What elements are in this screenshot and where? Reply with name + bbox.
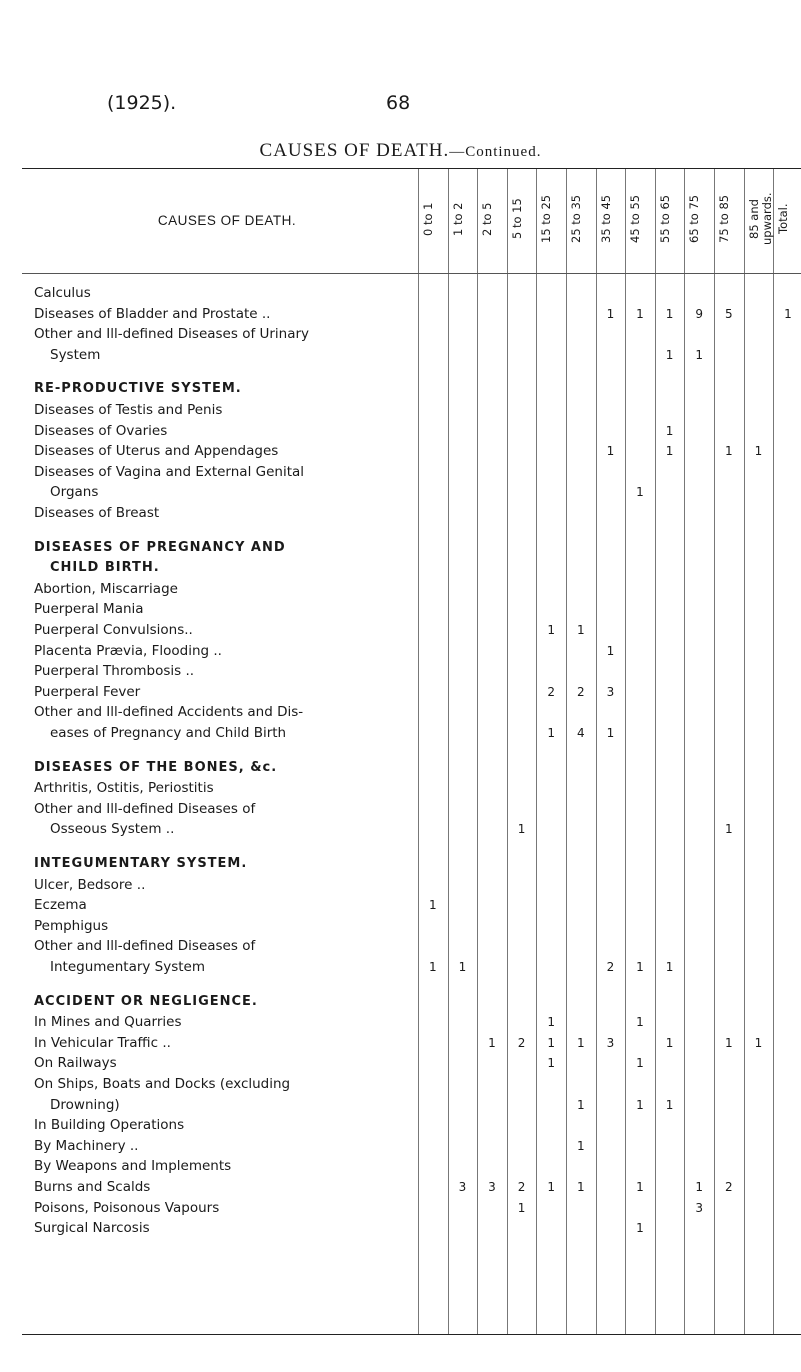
cell-value: 1 xyxy=(576,1180,585,1194)
cell-value: 3 xyxy=(606,684,615,699)
cell-value: 1 xyxy=(636,1015,644,1030)
cell-value: 3 xyxy=(458,1180,467,1194)
cell-value: 1 xyxy=(784,306,792,321)
year-label: (1925). xyxy=(107,92,177,114)
column-header-7: 45 to 55 xyxy=(628,194,643,244)
row-label: Other and Ill-defined Diseases of xyxy=(34,800,256,817)
cell-value: 1 xyxy=(458,960,467,974)
cell-value: 1 xyxy=(695,1180,703,1194)
cell-value: 9 xyxy=(695,306,703,321)
row-label: Osseous System .. xyxy=(50,821,175,838)
cell-value: 2 xyxy=(517,1180,526,1194)
cell-value: 1 xyxy=(665,423,674,438)
column-divider xyxy=(714,169,715,1334)
row-label: Diseases of Testis and Penis xyxy=(34,402,223,418)
column-header-11: 85 and upwards. xyxy=(746,192,774,246)
cell-value: 3 xyxy=(606,1035,615,1050)
row-label: RE-PRODUCTIVE SYSTEM. xyxy=(34,381,242,397)
row-label: Placenta Prævia, Flooding .. xyxy=(34,642,222,659)
row-label: Abortion, Miscarriage xyxy=(34,580,178,597)
row-label: Surgical Narcosis xyxy=(34,1220,150,1237)
cell-value: 1 xyxy=(754,1035,763,1050)
row-label: Diseases of Breast xyxy=(34,505,160,521)
row-label: Other and Ill-defined Diseases of xyxy=(34,938,256,955)
cell-value: 3 xyxy=(695,1200,703,1215)
column-header-10: 75 to 85 xyxy=(717,194,731,244)
row-label: Integumentary System xyxy=(50,959,206,975)
row-label: Diseases of Ovaries xyxy=(34,422,168,439)
column-header-12: Total. xyxy=(776,203,791,235)
cell-value: 1 xyxy=(636,485,644,500)
column-divider xyxy=(684,169,685,1334)
cell-value: 1 xyxy=(606,726,615,740)
causes-table xyxy=(22,168,801,1335)
cell-value: 2 xyxy=(724,1180,733,1194)
header-rule xyxy=(22,273,801,274)
row-label: In Mines and Quarries xyxy=(34,1014,182,1031)
row-label: Puerperal Thrombosis .. xyxy=(34,663,195,680)
cell-value: 1 xyxy=(636,306,644,321)
cell-value: 1 xyxy=(665,1035,674,1050)
row-label: Diseases of Uterus and Appendages xyxy=(34,443,279,460)
column-header-3: 5 to 15 xyxy=(509,198,524,240)
row-label: Diseases of Vagina and External Genital xyxy=(34,463,305,480)
causes-column-header: CAUSES OF DEATH. xyxy=(157,213,297,228)
column-divider xyxy=(418,169,419,1334)
row-label: Puerperal Fever xyxy=(34,683,141,700)
row-label: System xyxy=(50,346,101,363)
column-divider xyxy=(477,169,478,1334)
row-label: INTEGUMENTARY SYSTEM. xyxy=(34,856,248,871)
row-label: By Weapons and Implements xyxy=(34,1158,232,1175)
row-label: Burns and Scalds xyxy=(34,1179,151,1195)
row-label: Poisons, Poisonous Vapours xyxy=(34,1199,220,1216)
cell-value: 2 xyxy=(547,684,555,699)
row-label: Diseases of Bladder and Prostate .. xyxy=(34,305,271,322)
column-header-1: 1 to 2 xyxy=(450,202,465,236)
cell-value: 1 xyxy=(754,444,763,459)
title-main: CAUSES OF DEATH. xyxy=(259,140,450,161)
cell-value: 3 xyxy=(488,1180,496,1194)
cell-value: 1 xyxy=(724,822,733,837)
cell-value: 1 xyxy=(695,347,703,362)
row-label: DISEASES OF THE BONES, &c. xyxy=(34,759,278,775)
row-label: Ulcer, Bedsore .. xyxy=(34,876,146,893)
cell-value: 1 xyxy=(428,898,437,913)
row-label: CHILD BIRTH. xyxy=(50,560,160,576)
column-divider xyxy=(773,169,774,1334)
row-label: eases of Pregnancy and Child Birth xyxy=(50,725,287,741)
row-label: ACCIDENT OR NEGLIGENCE. xyxy=(34,993,258,1009)
column-header-4: 15 to 25 xyxy=(539,194,554,244)
cell-value: 1 xyxy=(576,1035,585,1050)
cell-value: 1 xyxy=(606,643,615,658)
column-divider xyxy=(566,169,567,1334)
cell-value: 1 xyxy=(576,623,585,637)
row-label: Puerperal Convulsions.. xyxy=(34,622,193,638)
cell-value: 1 xyxy=(517,822,526,837)
cell-value: 1 xyxy=(428,960,437,974)
column-header-0: 0 to 1 xyxy=(421,202,435,236)
row-label: On Railways xyxy=(34,1055,117,1072)
row-label: By Machinery .. xyxy=(34,1137,139,1154)
cell-value: 1 xyxy=(636,1180,644,1194)
row-label: Eczema xyxy=(34,897,87,914)
cell-value: 1 xyxy=(547,1035,555,1050)
cell-value: 4 xyxy=(576,726,585,740)
column-header-6: 35 to 45 xyxy=(598,194,613,244)
row-label: Other and Ill-defined Diseases of Urinary xyxy=(34,326,310,343)
cell-value: 1 xyxy=(547,726,555,740)
cell-value: 1 xyxy=(517,1200,526,1215)
column-divider xyxy=(744,169,745,1334)
cell-value: 2 xyxy=(606,960,615,974)
page-number: 68 xyxy=(386,92,411,114)
row-label: In Building Operations xyxy=(34,1117,185,1134)
column-divider xyxy=(536,169,537,1334)
cell-value: 1 xyxy=(547,1015,555,1030)
row-label: In Vehicular Traffic .. xyxy=(34,1034,171,1051)
row-label: On Ships, Boats and Docks (excluding xyxy=(34,1076,291,1092)
cell-value: 1 xyxy=(724,1035,733,1050)
row-label: Arthritis, Ostitis, Periostitis xyxy=(34,780,214,797)
cell-value: 1 xyxy=(576,1138,585,1153)
cell-value: 1 xyxy=(636,1221,644,1236)
row-label: Drowning) xyxy=(50,1096,120,1113)
cell-value: 1 xyxy=(665,306,674,321)
cell-value: 1 xyxy=(547,1056,555,1071)
row-label: Puerperal Mania xyxy=(34,601,144,618)
column-header-9: 65 to 75 xyxy=(687,194,702,244)
cell-value: 2 xyxy=(576,684,585,699)
cell-value: 1 xyxy=(488,1035,496,1050)
cell-value: 2 xyxy=(517,1035,526,1050)
column-divider xyxy=(625,169,626,1334)
row-label: Organs xyxy=(50,484,99,501)
cell-value: 1 xyxy=(636,1056,644,1071)
page-title xyxy=(0,140,801,162)
title-continued: —Continued. xyxy=(449,144,542,160)
column-header-5: 25 to 35 xyxy=(569,194,583,244)
column-divider xyxy=(448,169,449,1334)
cell-value: 5 xyxy=(724,306,733,321)
cell-value: 1 xyxy=(665,347,674,362)
row-label: Other and Ill-defined Accidents and Dis- xyxy=(34,704,304,721)
cell-value: 1 xyxy=(576,1097,585,1112)
cell-value: 1 xyxy=(636,1097,644,1112)
cell-value: 1 xyxy=(606,444,615,459)
column-header-8: 55 to 65 xyxy=(657,194,672,244)
column-divider xyxy=(596,169,597,1334)
cell-value: 1 xyxy=(547,1180,555,1194)
cell-value: 1 xyxy=(665,1097,674,1112)
row-label: DISEASES OF PREGNANCY AND xyxy=(34,539,286,555)
column-header-2: 2 to 5 xyxy=(480,202,495,236)
column-divider xyxy=(507,169,508,1334)
cell-value: 1 xyxy=(606,306,615,321)
column-divider xyxy=(655,169,656,1334)
row-label: Pemphigus xyxy=(34,917,109,934)
cell-value: 1 xyxy=(665,960,674,974)
cell-value: 1 xyxy=(547,623,555,637)
row-label: Calculus xyxy=(34,285,91,301)
cell-value: 1 xyxy=(665,444,674,459)
cell-value: 1 xyxy=(636,960,644,974)
cell-value: 1 xyxy=(724,444,733,459)
